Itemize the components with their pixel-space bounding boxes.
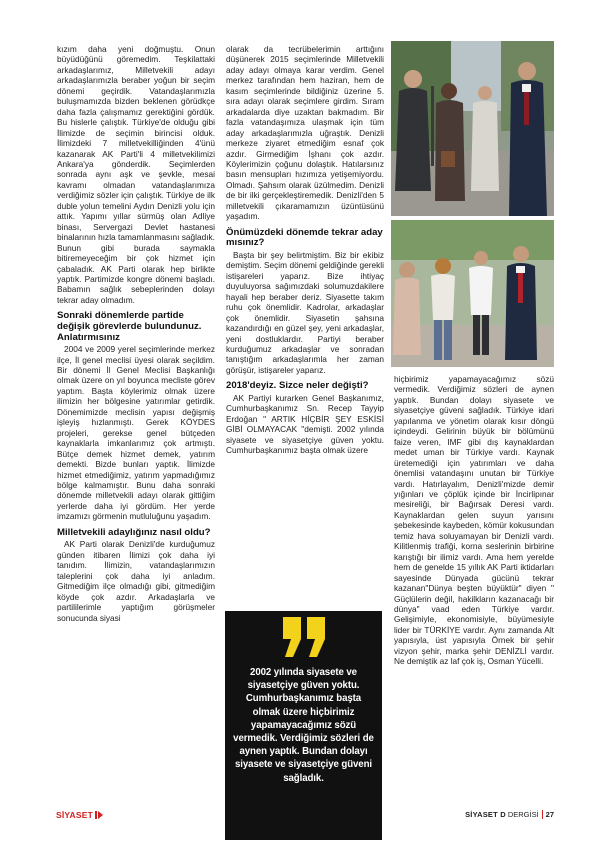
footer-divider xyxy=(542,810,543,819)
question-heading: Sonraki dönemlerde partide değişik görevlerde bulundunuz. Anlatırmısınız xyxy=(57,310,202,343)
question-heading: Milletvekili adaylığınız nasıl oldu? xyxy=(57,526,211,538)
article-column-1 xyxy=(57,44,215,623)
page-number: 27 xyxy=(545,810,554,819)
paragraph: AK Partiyi kurarken Genel Başkanımız, Cumhurbaşkanımız Sn. Recep Tayyip Erdoğan " ARTIK HİÇBİR ŞEY ESKİSİ GİBİ OLMAYACAK "demişti. 2002 yılında siyasete ve siyasetçiye güven yoktu. Cumhurbaşkanımız başta olmak üzere xyxy=(226,392,384,456)
magazine-logo xyxy=(56,810,103,820)
pull-quote xyxy=(225,611,382,840)
group-walking-photo xyxy=(391,41,554,216)
paragraph: 2004 ve 2009 yerel seçimlerinde merkez ilçe, İl genel meclisi üyesi olarak seçildim. Bir dönemi İl Genel Meclisi Başkanlığı olmak üzere on yıl boyunca mecliste görev yaptım. Başta köylerimiz olmak üzere ilimizin her bölgesine yatırımlar getirdik. Dönemimizde meclisin yapısı değişmiş işleyiş hızlanmıştı. Gerek KÖYDES projeleri, gerekse genel bütçeden kaynaklarla imkanlarımız çok artmıştı. Bütçe demek hizmet demek, yatırım demekti. Bizde bunları yaptık. İlimizde hizmet etmediğimiz, yatırım yapmadığımız bölge kalmamıştır. Bunu daha sonraki dönemde milletvekili adayı olarak gittiğim yerlerde daha iyi gördüm. Her yerde imzamızı görmenin mutluluğunu yaşadım. xyxy=(57,344,215,522)
paragraph: AK Parti olarak Denizli'de kurduğumuz günden itibaren İlimizi çok daha iyi tanıdım. İlimizin, vatandaşlarımızın taleplerini çok daha iyi anladım. Gitmediğim ilçe olmadığı gibi, gitmediğim köyde çok azdır. Arkadaşlarla ve partililerimle yaptığım görüşmeler sonucunda siyasi xyxy=(57,539,215,623)
question-heading: Önümüzdeki dönemde tekrar aday mısınız? xyxy=(226,226,383,249)
paragraph: kızım daha yeni doğmuştu. Onun büyüdüğünü göremedim. Teşkilattaki arkadaşlarımız, Milletvekili adayı arkadaşlarımızla beraber yoğun bir seçim dönemi geçirdik. Vatandaşlarımızla buluşmamızda bizden beklenen görüdkçe daha fazla çalışmamız gerektiğini gördük. Bu hislerle çalıştık. Türkiye'de olduğu gibi İlimizde de seçimin birincisi olduk. İlimizdeki 7 milletvekilliğinden 4'ünü kazanarak AK Parti'li 4 milletvekilimizi Ankara'ya gönderdik. Seçimlerden sonrada aynı aşk ve şevkle, mesai kavramı olmadan vatandaşlarımıza verdiğimiz sözler için çalıştık. Türkiye de ilk duble yolun temelini Aydın Denizli yolu için attık. Yapımı yıllar sürmüş olan Adliye binası, Servergazi Devlet hastanesi binalarının hızla tamamlanmasını sağladık. Bunun gibi burada saymakla bitiremeyeceğim bir çok hizmet için çabaladık. AK Parti olarak hep birlikte yaptık. Partimizde kongre dönemi başladı. Babamın sağlık sebeplerinden dolayı tekrar aday olmadım. xyxy=(57,44,215,305)
group-greeting-photo xyxy=(391,220,554,367)
page-footer xyxy=(465,810,554,819)
article-column-2 xyxy=(226,44,384,456)
logo-bar xyxy=(95,811,97,819)
magazine-name: SİYASET D xyxy=(465,810,506,819)
paragraph: hiçbirimiz yapamayacağımız sözü vermedik. Verdiğimiz sözleri de aynen yaptık. Bundan dolayı siyasete ve siyasetçiye güveni sağladık. Türkiye idari yapılanma ve yönetim olarak kısır döngü içindeydi. Gelirinin büyük bir bölümünü faize veren, IMF gibi dış kaynaklardan medet uman bir Türkiye vardı. Kaynak üretemediği için yatırımları ve daha önemlisi vatandaşını unutan bir Türkiye vardı. Hatırlayalım, Denizli'mizde demir yığınları ve çöplük içinde bir İncirlipınar mesireliği, bir Bağırsak Deresi vardı. Kaynaklardan gelen suyun yarısını şebekesinde kaybeden, kömür kokusundan temiz hava soluyamayan bir Denizli vardı. Kilitlenmiş trafiği, korna seslerinin birbirine karıştığı bir ilimiz vardı. Ama hem yerelde hem de genelde 15 yıllık AK Parti iktidarları sayesinde Dünyada gücünü tekrar kazanan"Dünya beşten büyüktür" diyen " Güçlülerin değil, hakilkların kazanacağı bir dünya" vaad eden Türkiye vardır. Gelişimiyle, ekonomisiyle, büyümesiyle lider bir TÜRKİYE vardır. Aynı zamanda Alt yapısıyla, üst yapısıyla Örnek bir şehir vizyon şehir, marka şehir DENİZLİ vardır. Ne demiştik az laf çok iş, Osman Yücelli. xyxy=(394,374,554,667)
logo-arrow-icon xyxy=(98,811,103,819)
pull-quote-text: 2002 yılında siyasete ve siyasetçiye güven yoktu. Cumhurbaşkanımız başta olmak üzere hiçbirimiz yapamayacağımız sözü vermedik. Verdiğimiz sözleri de aynen yaptık. Bundan dolayı siyasete ve siyasetçiye güveni sağladık. xyxy=(233,667,374,784)
paragraph: olarak da tecrübelerimin arttığını düşünerek 2015 seçimlerinde Milletvekili aday adayı olmaya karar verdim. Genel merkez tarafından hem haziran, hem de kasım seçimlerinde bildiğiniz üzerine 5. sıra adayı olarak seçimlere girdim. Sıram arkadalarda diye uzaktan bakmadım. Bir fazla vatandaşımıza ulaşmak için tüm aday arkadaşlarımızla uğraştık. Denizli merkeze ziyaret etmediğim esnaf çok azdır. Girmediğim İşhanı çok azdır. Köylerimizin çoğunu dolaştık. Hatılarsınız basın mensupları hızımıza yetişemiyordu. Olmadı. Şahsım olarak üzülmedim. Denizli de bir ilki gerçekleştiremedik. Denizli'den 5 milletvekili çıkaramamızın üzüntüsünü yaşadım. xyxy=(226,44,384,222)
magazine-name-suffix: DERGİSİ xyxy=(507,810,539,819)
paragraph: Başta bir şey belirtmiştim. Biz bir ekibiz demiştim. Seçim dönemi geldiğinde gerekli istişareleri yaparız. Bize ihtiyaç duyuluyorsa sağımızdaki solumuzdakilere hayali hep beraber deriz. Siyasette takım ruhu çok önemlidir. Kadrolar, arkadaşlar çok önemlidir. Siyasetin şahsına kazandırdığı en güzel şey, yeni arkadaşlar, yeni dostluklardır. Partiyi beraber kurduğumuz arkadaşlar ve sonradan tanıştığım arkadaşlarımla her zaman görüşür, istişareler yaparız. xyxy=(226,249,384,375)
question-heading: 2018'deyiz. Sizce neler değişti? xyxy=(226,380,369,392)
magazine-logo-text: SİYASET xyxy=(56,810,93,820)
quote-mark-icon xyxy=(281,615,327,659)
article-column-3 xyxy=(394,374,554,667)
